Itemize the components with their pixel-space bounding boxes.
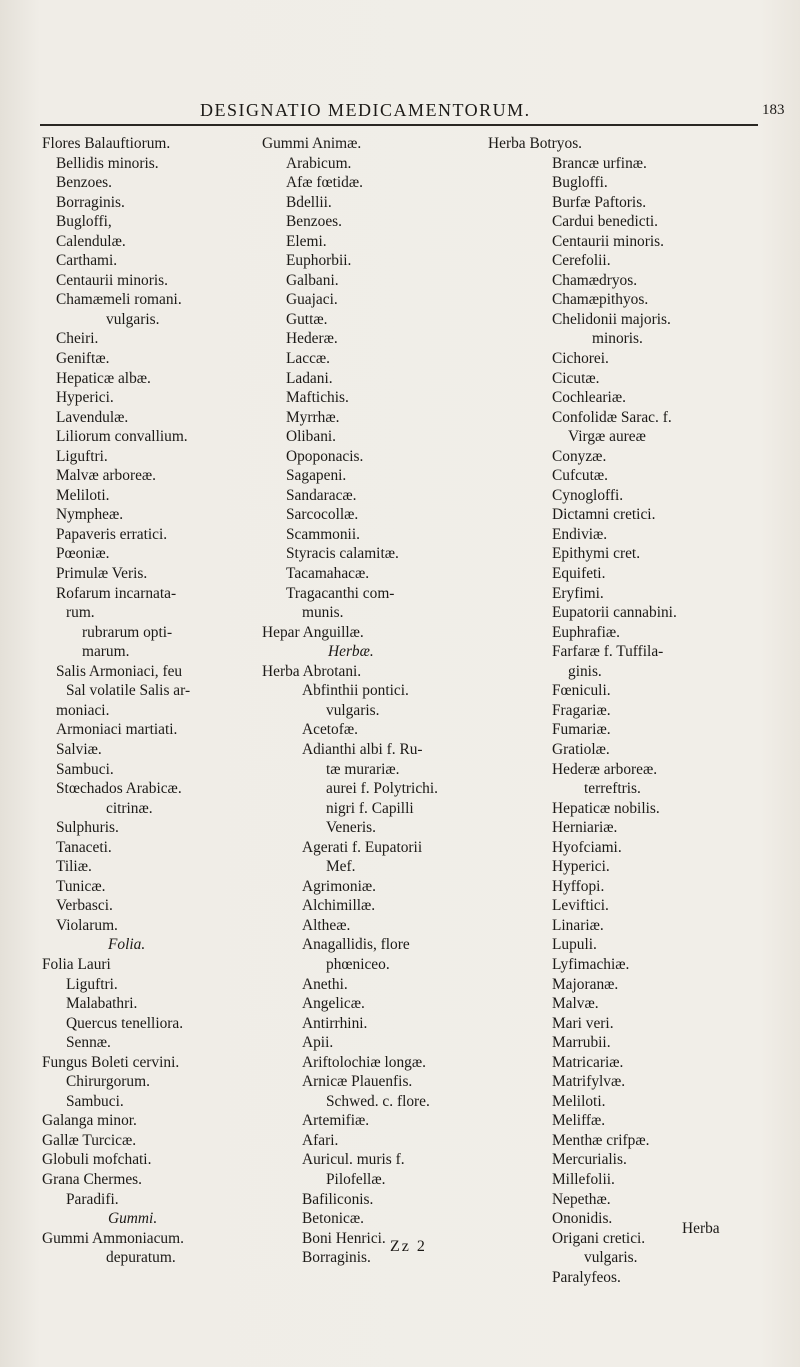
entry-line: Olibani. <box>286 428 337 446</box>
entry-line: Anagallidis, flore <box>302 936 410 954</box>
entry-line: Euphrafiæ. <box>552 623 620 641</box>
entry-line: Sal volatile Salis ar- <box>66 682 191 700</box>
entry-line: Arnicæ Plauenfis. <box>302 1073 413 1091</box>
entry-line: Tunicæ. <box>56 877 106 895</box>
entry-line: Bafiliconis. <box>302 1190 374 1208</box>
entry-line: citrinæ. <box>106 799 153 817</box>
entry-line: Chamædryos. <box>552 271 638 289</box>
entry-line: Cufcutæ. <box>552 467 609 485</box>
entry-line: Tacamahacæ. <box>286 565 370 583</box>
entry-line: Hyofciami. <box>552 838 622 856</box>
entry-line: Folia. <box>108 936 146 954</box>
entry-line: Mef. <box>326 858 356 876</box>
entry-line: Liguftri. <box>66 975 118 993</box>
entry-line: Acetofæ. <box>302 721 358 739</box>
entry-line: Schwed. c. flore. <box>326 1092 430 1110</box>
entry-line: Epithymi cret. <box>552 545 641 563</box>
entry-line: Tanaceti. <box>56 838 112 856</box>
entry-line: Papaveris erratici. <box>56 525 168 543</box>
entry-line: tæ murariæ. <box>326 760 400 778</box>
entry-line: vulgaris. <box>326 701 380 719</box>
entry-line: Sagapeni. <box>286 467 347 485</box>
entry-line: vulgaris. <box>584 1249 638 1267</box>
entry-line: Meliffæ. <box>552 1112 606 1130</box>
entry-line: Ladani. <box>286 369 333 387</box>
entry-line: Hyperici. <box>56 389 114 407</box>
entry-line: Geniftæ. <box>56 350 110 368</box>
entry-line: Meliloti. <box>552 1092 606 1110</box>
entry-line: Primulæ Veris. <box>56 565 148 583</box>
entry-line: Quercus tenelliora. <box>66 1014 184 1032</box>
entry-line: Scammonii. <box>286 525 360 543</box>
column-1 <box>42 134 252 1268</box>
entry-line: Benzoes. <box>56 174 112 192</box>
entry-line: Matrifylvæ. <box>552 1073 626 1091</box>
entry-line: Gummi Animæ. <box>262 135 362 152</box>
entry-line: Meliloti. <box>56 486 110 504</box>
entry-line: Ononidis. <box>552 1210 613 1228</box>
entry-line: Cicutæ. <box>552 369 600 387</box>
entry-line: Lupuli. <box>552 936 597 954</box>
entry-line: Bugloffi, <box>56 213 112 231</box>
entry-line: Gummi Ammoniacum. <box>42 1229 184 1247</box>
entry-line: Marrubii. <box>552 1034 611 1052</box>
entry-line: Chamæmeli romani. <box>56 291 182 309</box>
entry-line: Adianthi albi f. Ru- <box>302 740 423 758</box>
entry-line: Altheæ. <box>302 916 351 934</box>
entry-line: Confolidæ Sarac. f. <box>552 408 672 426</box>
entry-line: Gummi. <box>108 1210 158 1228</box>
entry-line: Centaurii minoris. <box>552 232 664 250</box>
entry-line: Styracis calamitæ. <box>286 545 399 563</box>
entry-line: Benzoes. <box>286 213 342 231</box>
entry-line: Endiviæ. <box>552 525 608 543</box>
entry-line: Boni Henrici. <box>302 1229 386 1247</box>
entry-line: Arabicum. <box>286 154 352 172</box>
entry-line: Sarcocollæ. <box>286 506 359 524</box>
entry-line: Cochleariæ. <box>552 389 626 407</box>
entry-line: Laccæ. <box>286 350 331 368</box>
entry-line: Sennæ. <box>66 1034 111 1052</box>
entry-line: Mari veri. <box>552 1014 614 1032</box>
entry-line: Abfinthii pontici. <box>302 682 409 700</box>
entry-line: Centaurii minoris. <box>56 271 168 289</box>
entry-line: Guajaci. <box>286 291 338 309</box>
entry-line: Antirrhini. <box>302 1014 368 1032</box>
entry-line: Violarum. <box>56 916 118 934</box>
entry-line: Agrimoniæ. <box>302 877 376 895</box>
entry-line: Afari. <box>302 1131 339 1149</box>
entry-line: Anethi. <box>302 975 348 993</box>
entry-line: terreftris. <box>584 780 641 798</box>
entry-line: Liliorum convallium. <box>56 428 188 446</box>
entry-line: Apii. <box>302 1034 334 1052</box>
entry-line: Nympheæ. <box>56 506 124 524</box>
entry-line: phœniceo. <box>326 955 390 973</box>
entry-line: Salviæ. <box>56 740 102 758</box>
entry-line: Euphorbii. <box>286 252 352 270</box>
entry-line: Herba Botryos. <box>488 135 583 152</box>
entry-line: Sambuci. <box>66 1092 124 1110</box>
entry-line: Majoranæ. <box>552 975 619 993</box>
entry-line: Malvæ. <box>552 995 599 1013</box>
entry-line: nigri f. Capilli <box>326 799 414 817</box>
entry-line: Salis Armoniaci, feu <box>56 662 183 680</box>
entry-line: Sandaracæ. <box>286 486 357 504</box>
entry-line: Lyfimachiæ. <box>552 955 630 973</box>
entry-line: Liguftri. <box>56 447 108 465</box>
entry-line: Chirurgorum. <box>66 1073 150 1091</box>
entry-line: Paralyfeos. <box>552 1268 621 1286</box>
entry-line: Carthami. <box>56 252 118 270</box>
entry-line: Mercurialis. <box>552 1151 627 1169</box>
entry-line: Sambuci. <box>56 760 114 778</box>
entry-line: Fœniculi. <box>552 682 611 700</box>
column-3 <box>488 134 768 1287</box>
entry-line: Lavendulæ. <box>56 408 129 426</box>
entry-line: Opoponacis. <box>286 447 364 465</box>
entry-line: Gratiolæ. <box>552 740 610 758</box>
entry-line: Pilofellæ. <box>326 1170 386 1188</box>
entry-line: Hederæ arboreæ. <box>552 760 658 778</box>
entry-line: Artemifiæ. <box>302 1112 370 1130</box>
entry-line: Nepethæ. <box>552 1190 611 1208</box>
entry-line: Eupatorii cannabini. <box>552 604 677 622</box>
entry-line: Stœchados Arabicæ. <box>56 780 182 798</box>
entry-line: Calendulæ. <box>56 232 126 250</box>
entry-line: Herba Abrotani. <box>262 662 362 680</box>
entry-line: minoris. <box>592 330 643 348</box>
entry-line: Herniariæ. <box>552 819 618 837</box>
entry-line: Afæ fœtidæ. <box>286 174 363 192</box>
entry-line: ginis. <box>568 662 602 680</box>
entry-line: Hyffopi. <box>552 877 605 895</box>
header-rule <box>40 124 758 126</box>
entry-line: aurei f. Polytrichi. <box>326 780 438 798</box>
entry-line: Angelicæ. <box>302 995 365 1013</box>
entry-line: Virgæ aureæ <box>568 428 646 446</box>
signature-mark: Zz 2 <box>390 1238 427 1255</box>
entry-line: Pœoniæ. <box>56 545 110 563</box>
entry-line: Alchimillæ. <box>302 897 376 915</box>
entry-line: Maftichis. <box>286 389 349 407</box>
entry-line: Borraginis. <box>56 193 125 211</box>
entry-line: Elemi. <box>286 232 327 250</box>
entry-line: Verbasci. <box>56 897 113 915</box>
entry-line: Malabathri. <box>66 995 138 1013</box>
entry-line: Burfæ Paftoris. <box>552 193 647 211</box>
entry-line: Galanga minor. <box>42 1112 137 1130</box>
entry-line: Fungus Boleti cervini. <box>42 1053 180 1071</box>
entry-line: Bugloffi. <box>552 174 608 192</box>
entry-line: Hederæ. <box>286 330 338 348</box>
column-2 <box>262 134 482 1268</box>
entry-line: Origani cretici. <box>552 1229 646 1247</box>
entry-line: depuratum. <box>106 1249 176 1267</box>
entry-line: Leviftici. <box>552 897 609 915</box>
entry-line: Guttæ. <box>286 310 328 328</box>
entry-line: Millefolii. <box>552 1170 615 1188</box>
entry-line: Galbani. <box>286 271 339 289</box>
entry-line: Cerefolii. <box>552 252 611 270</box>
entry-line: Grana Chermes. <box>42 1170 143 1188</box>
entry-line: Agerati f. Eupatorii <box>302 838 423 856</box>
entry-line: rubrarum opti- <box>82 623 173 641</box>
entry-line: Linariæ. <box>552 916 604 934</box>
entry-line: Hepaticæ albæ. <box>56 369 151 387</box>
entry-line: rum. <box>66 604 95 622</box>
entry-line: moniaci. <box>56 701 110 719</box>
entry-line: Chelidonii majoris. <box>552 310 671 328</box>
entry-line: Conyzæ. <box>552 447 607 465</box>
entry-line: Armoniaci martiati. <box>56 721 178 739</box>
entry-line: Hyperici. <box>552 858 610 876</box>
entry-line: marum. <box>82 643 130 661</box>
entry-line: Paradifi. <box>66 1190 119 1208</box>
page-number: 183 <box>762 102 785 118</box>
entry-line: Fumariæ. <box>552 721 611 739</box>
entry-line: Malvæ arboreæ. <box>56 467 157 485</box>
entry-line: Eryfimi. <box>552 584 604 602</box>
entry-line: Tragacanthi com- <box>286 584 395 602</box>
entry-line: Chamæpithyos. <box>552 291 649 309</box>
entry-line: Menthæ crifpæ. <box>552 1131 650 1149</box>
entry-line: Dictamni cretici. <box>552 506 656 524</box>
entry-line: Equifeti. <box>552 565 606 583</box>
entry-line: Veneris. <box>326 819 377 837</box>
entry-line: Flores Balauftiorum. <box>42 135 171 152</box>
entry-line: Sulphuris. <box>56 819 119 837</box>
entry-line: Cardui benedicti. <box>552 213 658 231</box>
entry-line: Hepar Anguillæ. <box>262 623 364 641</box>
entry-line: Globuli mofchati. <box>42 1151 152 1169</box>
entry-line: Matricariæ. <box>552 1053 624 1071</box>
entry-line: Cheiri. <box>56 330 99 348</box>
entry-line: Cynogloffi. <box>552 486 624 504</box>
entry-line: Herbæ. <box>328 643 374 661</box>
entry-line: munis. <box>302 604 344 622</box>
entry-line: Gallæ Turcicæ. <box>42 1131 137 1149</box>
entry-line: Auricul. muris f. <box>302 1151 405 1169</box>
entry-line: Cichorei. <box>552 350 609 368</box>
entry-line: Bdellii. <box>286 193 332 211</box>
entry-line: Borraginis. <box>302 1249 371 1267</box>
entry-line: Ariftolochiæ longæ. <box>302 1053 426 1071</box>
entry-line: vulgaris. <box>106 310 160 328</box>
entry-line: Folia Lauri <box>42 955 111 973</box>
entry-line: Brancæ urfinæ. <box>552 154 647 172</box>
entry-line: Farfaræ f. Tuffila- <box>552 643 664 661</box>
catchword: Herba <box>682 1220 720 1237</box>
entry-line: Fragariæ. <box>552 701 611 719</box>
entry-line: Tiliæ. <box>56 858 92 876</box>
entry-line: Myrrhæ. <box>286 408 340 426</box>
entry-line: Betonicæ. <box>302 1210 364 1228</box>
entry-line: Hepaticæ nobilis. <box>552 799 660 817</box>
entry-line: Bellidis minoris. <box>56 154 159 172</box>
entry-line: Rofarum incarnata- <box>56 584 177 602</box>
page-title: DESIGNATIO MEDICAMENTORUM. <box>200 100 531 120</box>
